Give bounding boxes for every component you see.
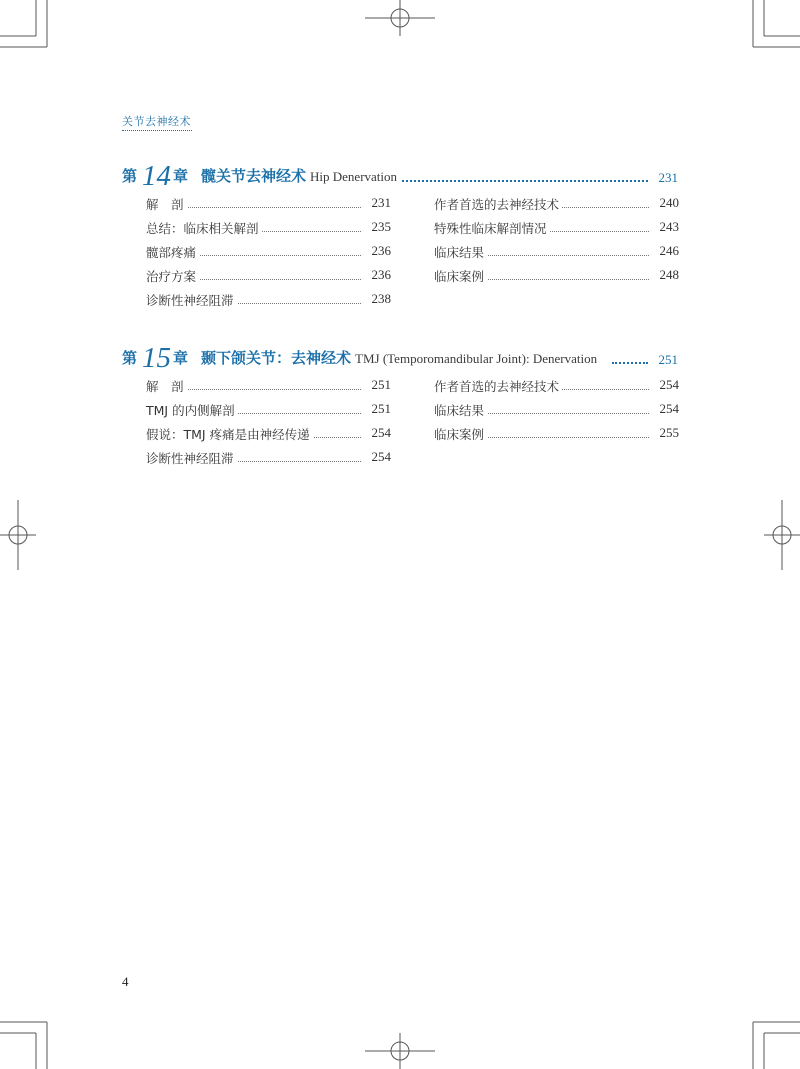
entry-page: 243 <box>659 219 679 234</box>
entry-page: 254 <box>371 449 391 464</box>
entry-label: 髋部疼痛 <box>146 243 199 261</box>
chapter-number: 14 <box>142 160 171 192</box>
entry-label: 作者首选的去神经技术 <box>434 195 562 213</box>
running-head-rule <box>122 130 192 131</box>
chapter-leader-dots <box>402 180 648 182</box>
toc-entry[interactable] <box>146 195 391 213</box>
entry-label: 临床结果 <box>434 243 487 261</box>
entry-label: 作者首选的去神经技术 <box>434 377 562 395</box>
entry-label: 临床案例 <box>434 425 487 443</box>
entry-label: 解 剖 <box>146 377 187 395</box>
toc-entry[interactable] <box>146 243 391 261</box>
entry-page: 251 <box>371 401 391 416</box>
toc-entry[interactable] <box>146 291 391 309</box>
toc-entry[interactable] <box>434 267 679 285</box>
toc-entry[interactable] <box>146 449 391 467</box>
entry-label: 诊断性神经阻滞 <box>146 291 237 309</box>
entry-page: 248 <box>659 267 679 282</box>
entry-label: 临床结果 <box>434 401 487 419</box>
running-head: 关节去神经术 <box>122 115 191 128</box>
chapter-prefix: 第 <box>122 349 138 367</box>
chapter-leader-dots <box>612 362 648 364</box>
chapter-14-heading[interactable] <box>122 160 678 190</box>
entry-label: 临床案例 <box>434 267 487 285</box>
chapter-title <box>201 347 597 368</box>
toc-entry[interactable] <box>146 267 391 285</box>
entry-page: 238 <box>371 291 391 306</box>
chapter-page: 251 <box>658 352 678 367</box>
entry-page: 236 <box>371 267 391 282</box>
entry-page: 240 <box>659 195 679 210</box>
chapter-suffix: 章 <box>173 167 189 185</box>
chapter-title <box>201 165 397 186</box>
chapter-prefix: 第 <box>122 167 138 185</box>
entry-page: 231 <box>371 195 391 210</box>
chapter-title-en: Hip Denervation <box>310 169 398 184</box>
entry-page: 254 <box>371 425 391 440</box>
toc-entry[interactable] <box>434 425 679 443</box>
toc-entry[interactable] <box>146 377 391 395</box>
chapter-15-heading[interactable] <box>122 342 678 372</box>
entry-label: 解 剖 <box>146 195 187 213</box>
toc-entry[interactable] <box>146 219 391 237</box>
toc-entry[interactable] <box>434 243 679 261</box>
entry-page: 255 <box>659 425 679 440</box>
entry-page: 251 <box>371 377 391 392</box>
toc-entry[interactable] <box>434 219 679 237</box>
chapter-number: 15 <box>142 342 171 374</box>
entry-label: 治疗方案 <box>146 267 199 285</box>
entry-page: 254 <box>659 401 679 416</box>
toc-entry[interactable] <box>434 377 679 395</box>
entry-label: 诊断性神经阻滞 <box>146 449 237 467</box>
chapter-page: 231 <box>658 170 678 185</box>
entry-label: 假说：TMJ 疼痛是由神经传递 <box>146 425 313 443</box>
chapter-suffix: 章 <box>173 349 189 367</box>
entry-page: 254 <box>659 377 679 392</box>
chapter-title-en: TMJ (Temporomandibular Joint): Denervation <box>355 351 598 366</box>
toc-entry[interactable] <box>146 425 391 443</box>
entry-page: 236 <box>371 243 391 258</box>
entry-label: 特殊性临床解剖情况 <box>434 219 550 237</box>
chapter-title-cn: 髋关节去神经术 <box>201 167 307 185</box>
toc-entry[interactable] <box>146 401 391 419</box>
entry-label: 总结：临床相关解剖 <box>146 219 262 237</box>
page-number: 4 <box>122 974 129 989</box>
entry-page: 246 <box>659 243 679 258</box>
entry-label: TMJ 的内侧解剖 <box>146 401 238 419</box>
toc-entry[interactable] <box>434 401 679 419</box>
chapter-title-cn: 颞下颌关节：去神经术 <box>201 349 352 367</box>
toc-entry[interactable] <box>434 195 679 213</box>
entry-page: 235 <box>371 219 391 234</box>
